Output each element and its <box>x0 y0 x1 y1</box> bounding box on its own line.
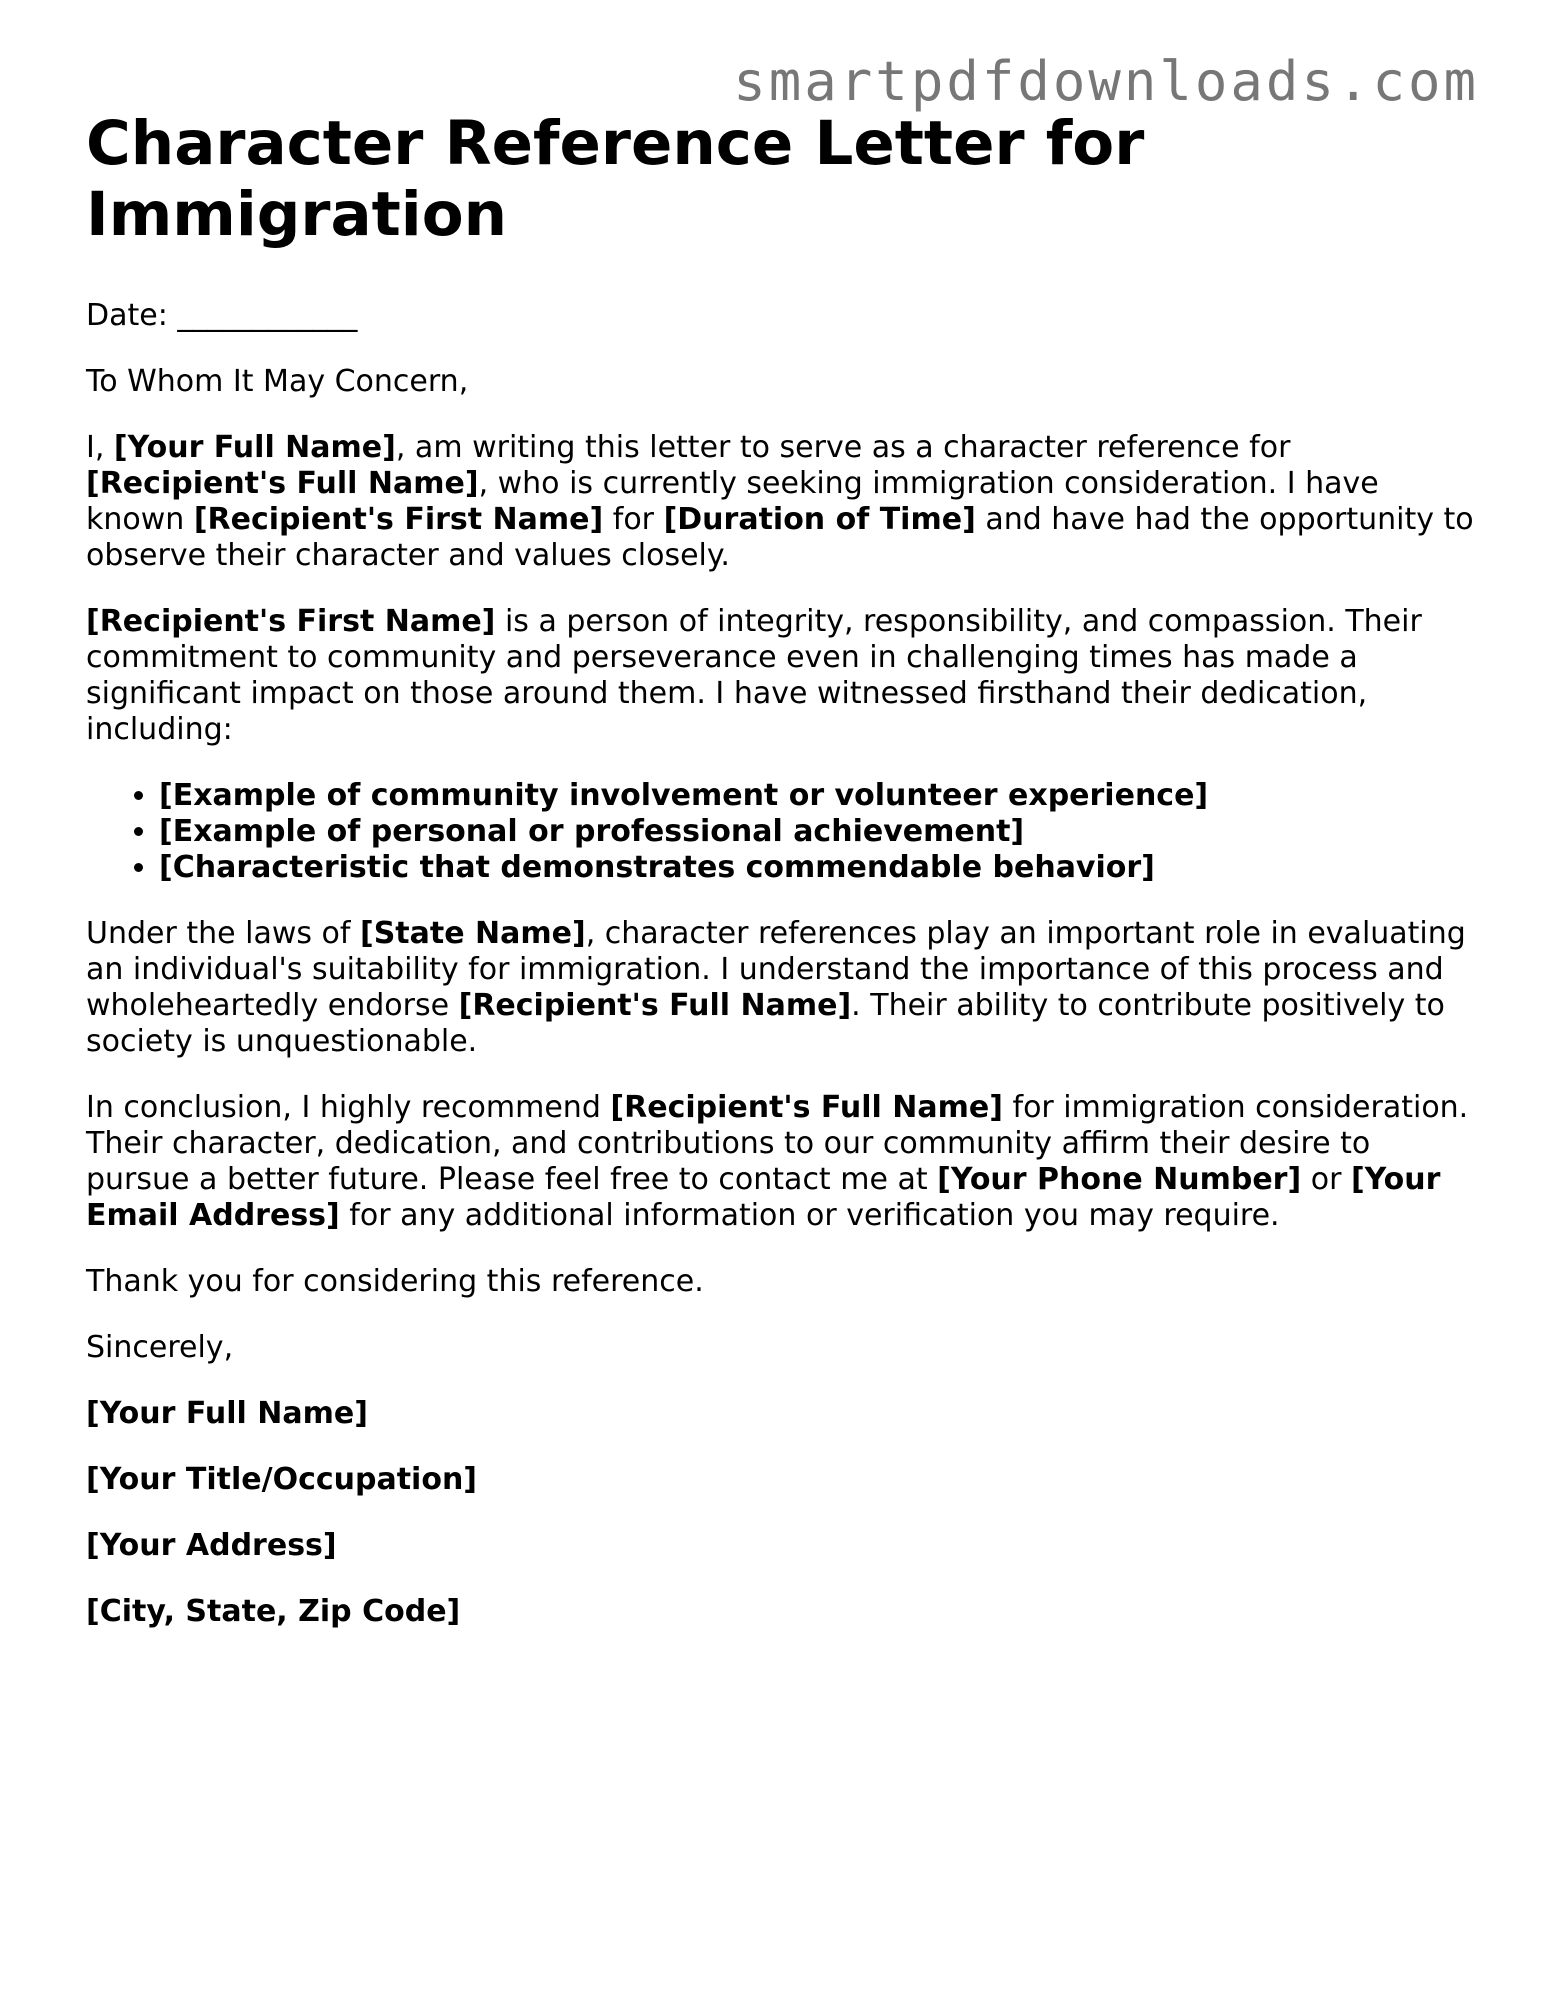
paragraph-character: [Recipient's First Name] is a person of integrity, responsibility, and compassion. Their commitment to community and perseverance even in challenging times has made a significant impact on those around them. I have witnessed firsthand their dedication, including: <box>86 604 1422 747</box>
placeholder-recipient-first-name: [Recipient's First Name] <box>193 502 604 537</box>
list-item: • [Characteristic that demonstrates commendable behavior] <box>159 850 1476 886</box>
placeholder-recipient-first-name: [Recipient's First Name] <box>86 604 496 639</box>
date-line: Date: ____________ <box>86 298 358 333</box>
list-item: • [Example of personal or professional achievement] <box>159 814 1476 850</box>
letter-body <box>86 108 1476 1660</box>
signature-city: [City, State, Zip Code] <box>86 1594 461 1629</box>
placeholder-your-full-name: [Your Full Name] <box>113 430 396 465</box>
placeholder-state-name: [State Name] <box>359 916 586 951</box>
paragraph-state-laws: Under the laws of [State Name], character references play an important role in evaluating an individual's suitability for immigration. I understand the importance of this process and wholeheartedly endorse [Recipient's Full Name]. Their ability to contribute positively to society is unquestionable. <box>86 916 1466 1059</box>
watermark: smartpdfdownloads.com <box>733 50 1479 113</box>
placeholder-recipient-full-name: [Recipient's Full Name] <box>86 466 479 501</box>
signature-block <box>86 1396 1476 1630</box>
examples-list <box>86 778 1476 886</box>
placeholder-recipient-full-name: [Recipient's Full Name] <box>458 988 852 1023</box>
closing-line: Sincerely, <box>86 1330 234 1365</box>
list-item: • [Example of community involvement or volunteer experience] <box>159 778 1476 814</box>
signature-name: [Your Full Name] <box>86 1396 368 1431</box>
paragraph-introduction: I, [Your Full Name], am writing this letter to serve as a character reference for [Recipient's Full Name], who is currently seeking immigration consideration. I have known [Recipient's First Name] for [Duration of Time] and have had the opportunity to observe their character and values closely. <box>86 430 1474 573</box>
paragraph-conclusion: In conclusion, I highly recommend [Recipient's Full Name] for immigration consideration. Their character, dedication, and contributions to our community affirm their desire to pursue a better future. Please feel free to contact me at [Your Phone Number] or [Your Email Address] for any additional information or verification you may require. <box>86 1090 1469 1233</box>
salutation: To Whom It May Concern, <box>86 364 469 399</box>
placeholder-phone-number: [Your Phone Number] <box>937 1162 1302 1197</box>
signature-address: [Your Address] <box>86 1528 337 1563</box>
thanks-line: Thank you for considering this reference. <box>86 1264 704 1299</box>
page-title: Character Reference Letter for Immigration <box>86 108 1145 250</box>
placeholder-recipient-full-name: [Recipient's Full Name] <box>610 1090 1003 1125</box>
signature-title: [Your Title/Occupation] <box>86 1462 478 1497</box>
placeholder-email-address: [Your Email Address] <box>86 1162 1441 1233</box>
placeholder-duration: [Duration of Time] <box>663 502 976 537</box>
